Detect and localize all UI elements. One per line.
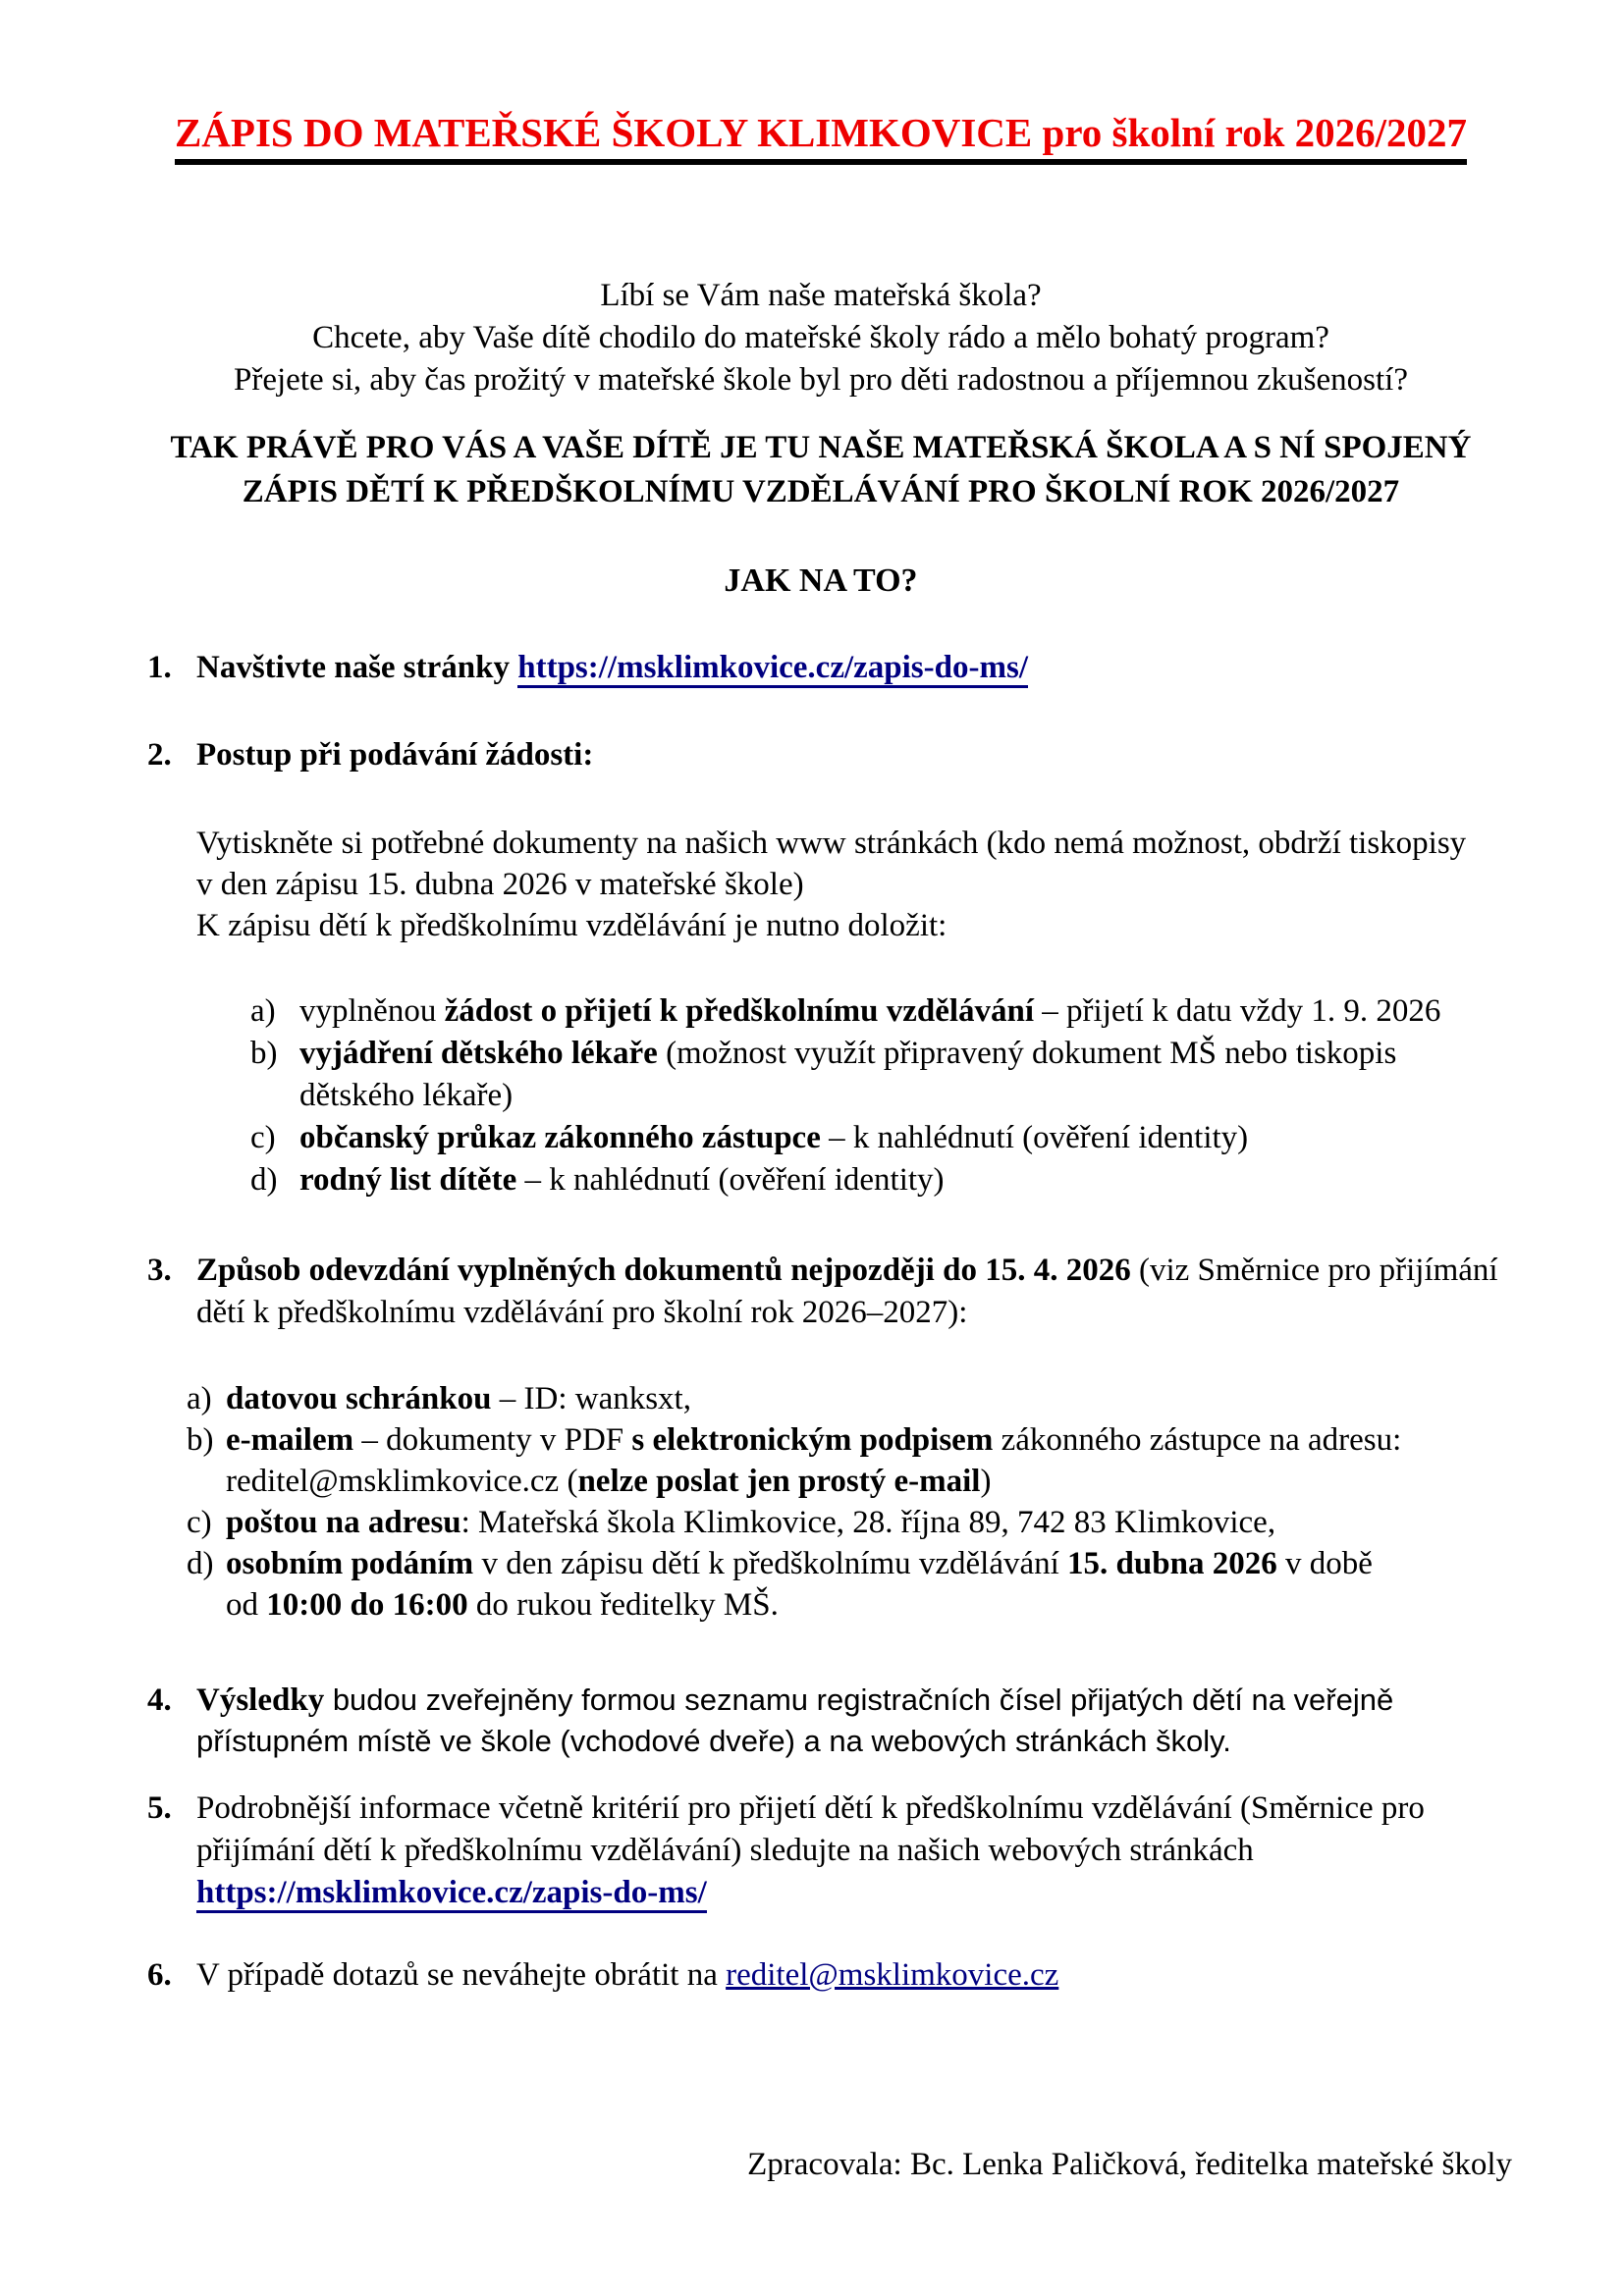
sub-marker: c)	[187, 1505, 212, 1540]
delivery-b-line2-bold: nelze poslat jen prostý e-mail	[577, 1464, 981, 1499]
delivery-d-line2-post: do rukou ředitelky MŠ.	[467, 1587, 779, 1623]
emphasis-block	[130, 426, 1512, 514]
sub-item-a	[250, 990, 1512, 1033]
sub-marker: d)	[187, 1546, 214, 1581]
item-3-bold: Způsob odevzdání vyplněných dokumentů nejpozději do 15. 4. 2026	[196, 1253, 1131, 1288]
list-item-4	[147, 1680, 1512, 1762]
how-heading: JAK NA TO?	[724, 562, 918, 599]
intro-line-2: Chcete, aby Vaše dítě chodilo do mateřské školy rádo a mělo bohatý program?	[312, 320, 1329, 355]
delivery-item-d	[187, 1543, 1512, 1626]
sub-marker: a)	[187, 1381, 212, 1416]
list-item-1	[147, 647, 1512, 689]
sub-a-bold: žádost o přijetí k předškolnímu vzdělávání	[444, 993, 1035, 1029]
delivery-d-text2: v době	[1276, 1546, 1373, 1581]
item-number: 1.	[147, 650, 172, 685]
delivery-item-b	[187, 1419, 1512, 1502]
signature-line: Zpracovala: Bc. Lenka Paličková, ředitelka mateřské školy	[747, 2147, 1512, 2182]
item-4-content	[196, 1680, 1512, 1762]
sub-d-bold: rodný list dítěte	[299, 1162, 517, 1198]
sub-a-pre: vyplněnou	[299, 993, 445, 1029]
paragraph-line-1: Vytiskněte si potřebné dokumenty na našich www stránkách (kdo nemá možnost, obdrží tiskopisy	[196, 826, 1467, 861]
delivery-d-line2-bold: 10:00 do 16:00	[266, 1587, 468, 1623]
emphasis-line-1: TAK PRÁVĚ PRO VÁS A VAŠE DÍTĚ JE TU NAŠE MATEŘSKÁ ŠKOLA A S NÍ SPOJENÝ	[170, 430, 1472, 465]
delivery-c-content	[226, 1502, 1275, 1543]
intro-questions	[130, 275, 1512, 401]
item-4-bold: Výsledky	[196, 1682, 325, 1718]
delivery-d-line2-pre: od	[226, 1587, 267, 1623]
delivery-c-text: : Mateřská škola Klimkovice, 28. října 89, 742 83 Klimkovice,	[460, 1505, 1276, 1540]
list-item-6	[147, 1954, 1512, 1997]
sub-marker: d)	[250, 1162, 278, 1198]
delivery-a-text: – ID: wanksxt,	[491, 1381, 691, 1416]
list-item-2	[147, 734, 1512, 776]
item-number: 2.	[147, 737, 172, 773]
sub-c-content	[299, 1117, 1248, 1159]
emphasis-line-2: ZÁPIS DĚTÍ K PŘEDŠKOLNÍMU VZDĚLÁVÁNÍ PRO ŠKOLNÍ ROK 2026/2027	[242, 474, 1400, 509]
sub-b-bold: vyjádření dětského lékaře	[299, 1036, 658, 1071]
sub-a-post: – přijetí k datu vždy 1. 9. 2026	[1034, 993, 1441, 1029]
title-wrap	[130, 110, 1512, 165]
sub-marker: c)	[250, 1120, 276, 1155]
delivery-d-bold1: osobním podáním	[226, 1546, 474, 1581]
delivery-b-content	[226, 1419, 1401, 1502]
delivery-b-bold1: e-mailem	[226, 1422, 354, 1458]
sub-d-content	[299, 1159, 945, 1201]
delivery-b-line2-pre: reditel@msklimkovice.cz (	[226, 1464, 578, 1499]
sublist-documents	[147, 990, 1512, 1201]
item-1-content	[196, 647, 1512, 689]
delivery-d-text1: v den zápisu dětí k předškolnímu vzdělávání	[473, 1546, 1068, 1581]
item-6-text: V případě dotazů se neváhejte obrátit na	[196, 1957, 727, 1993]
delivery-b-line2-post: )	[980, 1464, 992, 1499]
zapis-link-2[interactable]: https://msklimkovice.cz/zapis-do-ms/	[196, 1875, 707, 1913]
sub-d-post: – k nahlédnutí (ověření identity)	[516, 1162, 945, 1198]
sub-marker: b)	[250, 1036, 278, 1071]
item-1-label: Navštivte naše stránky	[196, 650, 518, 685]
sub-a-content	[299, 990, 1440, 1033]
item-number: 6.	[147, 1957, 172, 1993]
sub-c-bold: občanský průkaz zákonného zástupce	[299, 1120, 821, 1155]
delivery-a-bold: datovou schránkou	[226, 1381, 492, 1416]
item-5-content	[196, 1788, 1512, 1914]
delivery-item-a	[187, 1378, 1512, 1419]
item-3-post: (viz Směrnice pro přijímání dětí k předškolnímu vzdělávání pro školní rok 2026–2027):	[196, 1253, 1498, 1330]
delivery-item-c	[187, 1502, 1512, 1543]
item-2-paragraph	[196, 823, 1512, 946]
delivery-c-bold: poštou na adresu	[226, 1505, 461, 1540]
delivery-b-bold2: s elektronickým podpisem	[631, 1422, 994, 1458]
sub-marker: b)	[187, 1422, 214, 1458]
list-item-5	[147, 1788, 1512, 1914]
intro-line-3: Přejete si, aby čas prožitý v mateřské škole byl pro děti radostnou a příjemnou zkušeností?	[234, 362, 1408, 398]
sub-b-content	[299, 1033, 1512, 1117]
item-number: 4.	[147, 1682, 172, 1718]
zapis-link-1[interactable]: https://msklimkovice.cz/zapis-do-ms/	[517, 650, 1028, 688]
item-3-content	[196, 1250, 1512, 1334]
email-link[interactable]: reditel@msklimkovice.cz	[726, 1957, 1059, 1993]
delivery-d-bold2: 15. dubna 2026	[1067, 1546, 1277, 1581]
sub-item-b	[250, 1033, 1512, 1117]
document-title: ZÁPIS DO MATEŘSKÉ ŠKOLY KLIMKOVICE pro školní rok 2026/2027	[175, 110, 1467, 165]
paragraph-line-3: K zápisu dětí k předškolnímu vzdělávání je nutno doložit:	[196, 908, 947, 943]
delivery-d-content	[226, 1543, 1373, 1626]
sub-b-post: (možnost využít připravený dokument MŠ nebo tiskopis dětského lékaře)	[299, 1036, 1397, 1113]
intro-line-1: Líbí se Vám naše mateřská škola?	[600, 278, 1042, 313]
item-2-label: Postup při podávání žádosti:	[196, 737, 594, 773]
sub-marker: a)	[250, 993, 276, 1029]
paragraph-line-2: v den zápisu 15. dubna 2026 v mateřské škole)	[196, 867, 804, 902]
item-6-content	[196, 1954, 1512, 1997]
item-number: 3.	[147, 1253, 172, 1288]
sub-item-c	[250, 1117, 1512, 1159]
sub-item-d	[250, 1159, 1512, 1201]
sub-c-post: – k nahlédnutí (ověření identity)	[820, 1120, 1249, 1155]
list-item-3	[147, 1250, 1512, 1334]
item-4-text: budou zveřejněny formou seznamu registračních čísel přijatých dětí na veřejně přístupném místě ve škole (vchodové dveře) a na webových stránkách školy.	[196, 1682, 1394, 1758]
item-number: 5.	[147, 1790, 172, 1826]
delivery-b-text2: zákonného zástupce na adresu:	[993, 1422, 1402, 1458]
sublist-delivery	[147, 1378, 1512, 1626]
delivery-b-text1: – dokumenty v PDF	[353, 1422, 632, 1458]
delivery-a-content	[226, 1378, 691, 1419]
item-5-text: Podrobnější informace včetně kritérií pro přijetí dětí k předškolnímu vzdělávání (Směrnice pro přijímání dětí k předškolnímu vzdělávání) sledujte na našich webových stránkách	[196, 1790, 1425, 1868]
